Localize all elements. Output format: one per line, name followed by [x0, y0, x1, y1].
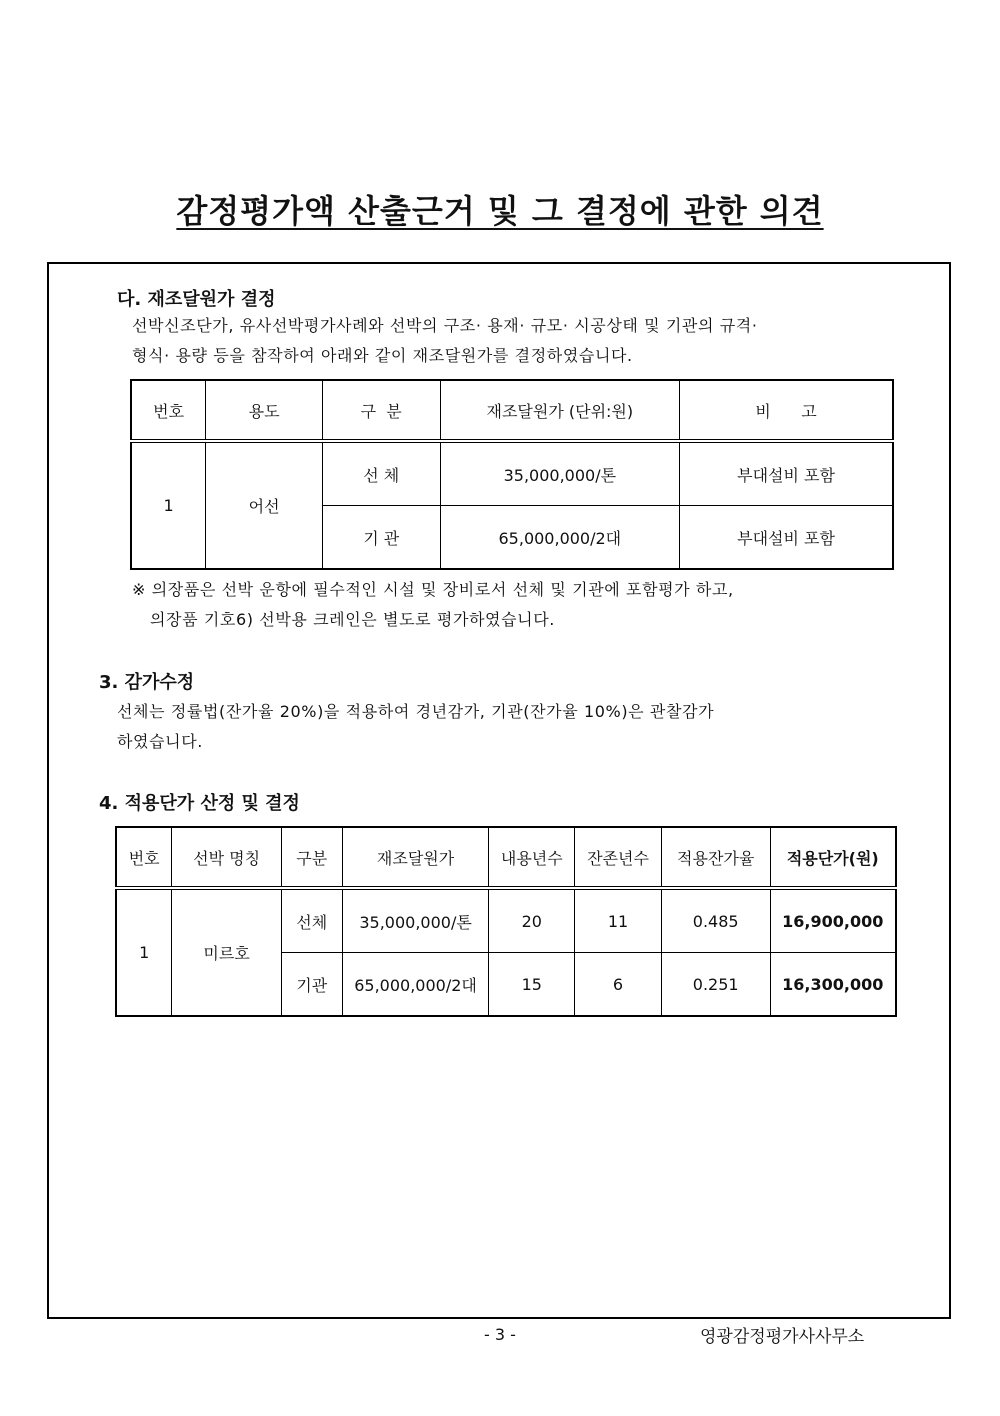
office-name: 영광감정평가사사무소 [700, 1327, 865, 1347]
row-life: 15 [489, 953, 575, 1017]
row-remain: 6 [575, 953, 662, 1017]
header-cell: 재조달원가 (단위:원) [440, 380, 679, 441]
table-header-row [116, 827, 896, 888]
row-life: 20 [489, 888, 575, 953]
row-note: 부대설비 포함 [680, 506, 893, 570]
row-rate: 0.251 [661, 953, 770, 1017]
header-cell: 번호 [131, 380, 206, 441]
row-division: 선 체 [322, 441, 440, 506]
row-price: 16,900,000 [770, 888, 896, 953]
section-da-line2: 형식· 용량 등을 참작하여 아래와 같이 재조달원가를 결정하였습니다. [132, 346, 633, 365]
row-division: 기 관 [322, 506, 440, 570]
row-division: 선체 [281, 888, 342, 953]
header-cell: 구 분 [322, 380, 440, 441]
section-da-heading: 다. 재조달원가 결정 [117, 289, 276, 310]
row-cost: 35,000,000/톤 [440, 441, 679, 506]
row-price: 16,300,000 [770, 953, 896, 1017]
row-ship-name: 미르호 [172, 888, 282, 1016]
header-cell: 구분 [281, 827, 342, 888]
row-cost: 65,000,000/2대 [440, 506, 679, 570]
table-row [116, 888, 896, 953]
section4-heading: 4. 적용단가 산정 및 결정 [99, 793, 300, 814]
header-cell: 재조달원가 [342, 827, 489, 888]
page-title [0, 186, 1000, 232]
table-header-row [131, 380, 893, 441]
row-cost: 35,000,000/톤 [342, 888, 489, 953]
header-cell: 비 고 [680, 380, 893, 441]
section3-heading: 3. 감가수정 [99, 672, 195, 693]
note-line1: ※ 의장품은 선박 운항에 필수적인 시설 및 장비로서 선체 및 기관에 포함평가 하고, [132, 580, 734, 599]
header-cell: 번호 [116, 827, 172, 888]
section3-line1: 선체는 정률법(잔가율 20%)을 적용하여 경년감가, 기관(잔가율 10%)은 관찰감가 [117, 702, 715, 721]
header-cell: 적용단가(원) [770, 827, 896, 888]
header-cell: 내용년수 [489, 827, 575, 888]
row-division: 기관 [281, 953, 342, 1017]
row-remain: 11 [575, 888, 662, 953]
header-cell: 선박 명칭 [172, 827, 282, 888]
section3-line2: 하였습니다. [117, 732, 203, 751]
page-title-text: 감정평가액 산출근거 및 그 결정에 관한 의견 [176, 192, 824, 230]
replacement-cost-table [130, 379, 894, 570]
row-use: 어선 [206, 441, 323, 569]
table-row [131, 441, 893, 506]
page-number: - 3 - [484, 1325, 516, 1344]
row-cost: 65,000,000/2대 [342, 953, 489, 1017]
header-cell: 용도 [206, 380, 323, 441]
header-cell: 잔존년수 [575, 827, 662, 888]
row-number: 1 [116, 888, 172, 1016]
row-note: 부대설비 포함 [680, 441, 893, 506]
row-rate: 0.485 [661, 888, 770, 953]
section-da-line1: 선박신조단가, 유사선박평가사례와 선박의 구조· 용재· 규모· 시공상태 및 기관의 규격· [132, 316, 758, 335]
row-number: 1 [131, 441, 206, 569]
header-cell: 적용잔가율 [661, 827, 770, 888]
note-line2: 의장품 기호6) 선박용 크레인은 별도로 평가하였습니다. [150, 610, 555, 629]
applied-price-table [115, 826, 897, 1017]
